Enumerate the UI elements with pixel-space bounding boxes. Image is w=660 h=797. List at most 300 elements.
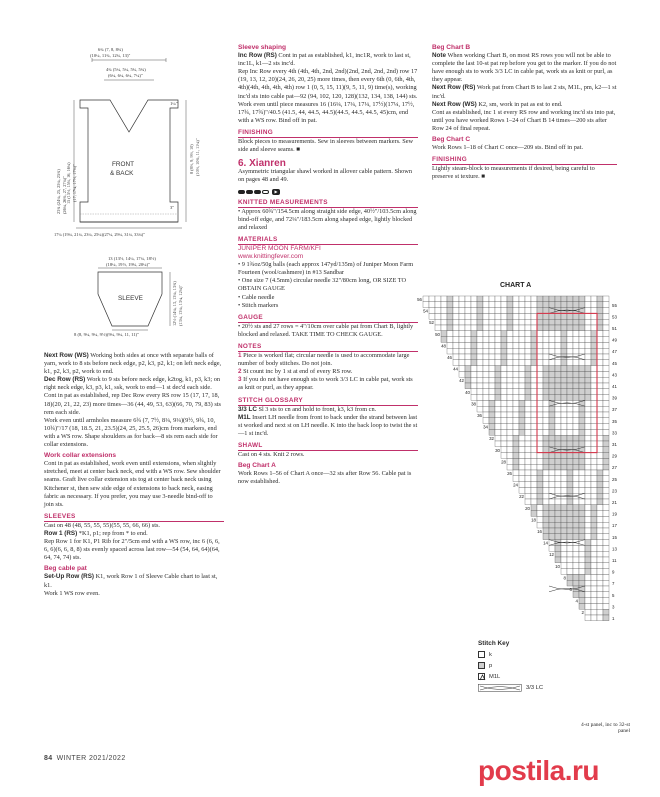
chart-cell: [597, 319, 603, 325]
chart-cell: [513, 342, 519, 348]
chart-cell: [501, 389, 507, 395]
chart-cell: [555, 389, 561, 395]
chart-cell: [573, 458, 579, 464]
chart-cell: [597, 534, 603, 540]
row-label-right: 41: [612, 384, 617, 389]
row-label-right: 43: [612, 372, 617, 378]
chart-cell: [597, 505, 603, 511]
chart-cell: [561, 505, 567, 511]
chart-cell: [567, 342, 573, 348]
chart-cell: [579, 406, 585, 412]
shaping-paragraph-0: Inc Row (RS) Cont in pat as established, k1, inc1R, work to last st, inc1L, k1—2 sts inc'd.: [238, 52, 411, 68]
chart-cell: [501, 418, 507, 424]
chart-cell: [543, 505, 549, 511]
chart-cell: [501, 435, 507, 441]
chart-cell: [573, 470, 579, 476]
chart-b-paragraph-1: Next Row (RS) Work pat from Chart B to last 2 sts, M1L, pm, k2—1 st inc'd.: [432, 84, 617, 100]
chart-cell: [525, 464, 531, 470]
chart-cell: [465, 383, 471, 389]
chart-cell: [531, 447, 537, 453]
chart-cell: [423, 296, 429, 302]
chart-cell: [555, 412, 561, 418]
chart-cell: [585, 574, 591, 580]
row-label-left: 2: [581, 610, 584, 616]
chart-cell: [603, 551, 609, 557]
chart-cell: [507, 377, 513, 383]
chart-cell: [591, 424, 597, 430]
chart-cell: [519, 476, 525, 482]
chart-cell: [501, 308, 507, 314]
chart-cell: [519, 418, 525, 424]
row-label-left: 26: [507, 471, 512, 476]
chart-cell: [471, 371, 477, 377]
yarn-url[interactable]: www.knittingfever.com: [238, 253, 304, 261]
chart-cell: [543, 511, 549, 517]
chart-cell: [471, 360, 477, 366]
chart-cell: [489, 424, 495, 430]
chart-cell: [519, 441, 525, 447]
chart-cell: [597, 325, 603, 331]
chart-cell: [579, 574, 585, 580]
chart-cell: [537, 377, 543, 383]
chart-cell: [537, 447, 543, 453]
material-item: • One size 7 (4.5mm) circular needle 32"/80cm long, OR SIZE TO OBTAIN GAUGE: [238, 277, 407, 293]
chart-cell: [603, 569, 609, 575]
chart-cell: [543, 395, 549, 401]
chart-cell: [555, 499, 561, 505]
chart-cell: [567, 499, 573, 505]
chart-cell: [585, 441, 591, 447]
chart-cell: [585, 400, 591, 406]
chart-cell: [483, 366, 489, 372]
chart-cell: [477, 389, 483, 395]
chart-cell: [483, 302, 489, 308]
chart-cell: [579, 366, 585, 372]
chart-cell: [441, 296, 447, 302]
chart-cell: [597, 557, 603, 563]
chart-cell: [531, 412, 537, 418]
chart-cell: [543, 470, 549, 476]
chart-cell: [543, 400, 549, 406]
chart-cell: [501, 313, 507, 319]
chart-cell: [561, 319, 567, 325]
chart-cell: [573, 435, 579, 441]
chart-cell: [603, 464, 609, 470]
chart-cell: [597, 574, 603, 580]
chart-cell: [471, 313, 477, 319]
chart-cell: [531, 505, 537, 511]
chart-cell: [531, 331, 537, 337]
chart-cell: [543, 389, 549, 395]
chart-cell: [597, 586, 603, 592]
chart-cell: [579, 395, 585, 401]
chart-cell: [459, 319, 465, 325]
chart-cell: [603, 360, 609, 366]
chart-cell: [555, 505, 561, 511]
chart-cell: [513, 412, 519, 418]
chart-cell: [603, 505, 609, 511]
chart-cell: [435, 296, 441, 302]
chart-a: [405, 288, 620, 638]
chart-cell: [525, 331, 531, 337]
chart-cell: [531, 487, 537, 493]
chart-cell: [471, 366, 477, 372]
chart-cell: [561, 551, 567, 557]
glossary-item: M1L Insert LH needle from front to back under the strand between last st worked and next st on LH needle. K into the back loop to twist the st—1 st inc'd.: [238, 413, 418, 437]
chart-cell: [519, 325, 525, 331]
chart-cell: [579, 458, 585, 464]
chart-cell: [531, 319, 537, 325]
chart-cell: [579, 325, 585, 331]
chart-cell: [513, 319, 519, 325]
chart-cell: [585, 551, 591, 557]
chart-cell: [537, 505, 543, 511]
chart-cell: [585, 313, 591, 319]
chart-cell: [591, 615, 597, 621]
chart-cell: [585, 458, 591, 464]
chart-cell: [597, 476, 603, 482]
chart-cell: [519, 412, 525, 418]
chart-cell: [489, 412, 495, 418]
row-label-left: 24: [513, 482, 518, 488]
chart-cell: [531, 296, 537, 302]
chart-cell: [579, 528, 585, 534]
col1-paragraph-1: Dec Row (RS) Work to 9 sts before neck edge, k2tog, k1, p3, k3; on right neck edge, k3, p3, k1, ssk, work to end—1 st dec'd each side.: [44, 376, 221, 392]
chart-cell: [477, 302, 483, 308]
sleeves-paragraph-1: Row 1 (RS) *K1, p1; rep from * to end.: [44, 529, 148, 537]
finishing-heading: FINISHING: [238, 129, 418, 138]
chart-b-paragraph-3: Cont as established, inc 1 st every RS row and working inc'd sts into pat, until you have worked Rows 1–24 of Chart B 14 times—200 sts after Row 24 of final repeat.: [432, 108, 616, 132]
chart-cell: [603, 412, 609, 418]
chart-cell: [591, 505, 597, 511]
key-row: [478, 671, 543, 682]
chart-cell: [501, 424, 507, 430]
chart-cell: [453, 337, 459, 343]
chart-cell: [495, 383, 501, 389]
chart-cell: [471, 354, 477, 360]
chart-cell: [585, 360, 591, 366]
chart-cell: [501, 354, 507, 360]
chart-cell: [495, 424, 501, 430]
chart-cell: [513, 389, 519, 395]
chart-cell: [579, 569, 585, 575]
chart-cell: [495, 360, 501, 366]
chart-cell: [555, 453, 561, 459]
chart-cell: [597, 511, 603, 517]
chart-cell: [579, 476, 585, 482]
chart-cell: [561, 545, 567, 551]
chart-cell: [585, 487, 591, 493]
chart-cell: [579, 360, 585, 366]
chart-cell: [555, 516, 561, 522]
chart-cell: [471, 337, 477, 343]
chart-cell: [603, 354, 609, 360]
chart-cell: [567, 487, 573, 493]
chart-cell: [531, 360, 537, 366]
chart-cell: [477, 406, 483, 412]
chart-cell: [495, 348, 501, 354]
chart-cell: [549, 412, 555, 418]
finishing2-heading: FINISHING: [432, 156, 617, 165]
beg-cable-paragraph-1: Work 1 WS row even.: [44, 589, 100, 597]
chart-cell: [573, 516, 579, 522]
chart-cell: [603, 331, 609, 337]
chart-cell: [465, 371, 471, 377]
chart-cell: [555, 551, 561, 557]
chart-cell: [525, 308, 531, 314]
chart-cell: [501, 348, 507, 354]
chart-cell: [591, 400, 597, 406]
chart-cell: [495, 354, 501, 360]
side-label-2: (26¼, 26¾, 27, 27¼)": [62, 176, 67, 214]
chart-cell: [423, 302, 429, 308]
chart-cell: [597, 551, 603, 557]
chart-cell: [585, 528, 591, 534]
chart-cell: [573, 522, 579, 528]
chart-cell: [591, 348, 597, 354]
chart-cell: [549, 482, 555, 488]
chart-cell: [597, 400, 603, 406]
chart-cell: [525, 435, 531, 441]
chart-cell: [507, 412, 513, 418]
chart-cell: [489, 400, 495, 406]
chart-cell: [567, 337, 573, 343]
chart-cell: [597, 308, 603, 314]
shawl-text: Cast on 4 sts. Knit 2 rows.: [238, 451, 305, 459]
chart-cell: [465, 360, 471, 366]
neck-mid-label: 4¾ (5¼, 5¼, 5¾, 5¾): [106, 67, 146, 72]
chart-cell: [483, 371, 489, 377]
chart-cell: [585, 505, 591, 511]
chart-cell: [483, 412, 489, 418]
chart-cell: [495, 400, 501, 406]
chart-cell: [471, 348, 477, 354]
chart-cell: [579, 337, 585, 343]
row-label-left: 48: [441, 343, 446, 349]
chart-cell: [543, 516, 549, 522]
chart-cell: [543, 366, 549, 372]
chart-cell: [549, 325, 555, 331]
chart-cell: [579, 319, 585, 325]
chart-cell: [555, 429, 561, 435]
chart-cell: [483, 342, 489, 348]
chart-cell: [519, 319, 525, 325]
chart-cell: [537, 319, 543, 325]
chart-cell: [507, 337, 513, 343]
chart-cell: [603, 580, 609, 586]
chart-cell: [585, 354, 591, 360]
chart-cell: [483, 348, 489, 354]
row-label-left: 22: [519, 494, 524, 500]
chart-cell: [603, 574, 609, 580]
chart-cell: [579, 342, 585, 348]
chart-cell: [531, 325, 537, 331]
chart-cell: [525, 441, 531, 447]
chart-cell: [537, 487, 543, 493]
chart-cell: [597, 337, 603, 343]
chart-cell: [531, 348, 537, 354]
chart-cell: [513, 435, 519, 441]
chart-cell: [531, 464, 537, 470]
chart-cell: [483, 377, 489, 383]
note-item: 3 If you do not have enough sts to work 3/3 LC in cable pat, work sts as knit or purl, as they appear.: [238, 376, 413, 392]
chart-cell: [585, 534, 591, 540]
chart-cell: [453, 308, 459, 314]
chart-cell: [555, 441, 561, 447]
purl-swatch-icon: [478, 662, 485, 669]
chart-cell: [555, 435, 561, 441]
chart-cell: [459, 313, 465, 319]
chart-cell: [543, 534, 549, 540]
chart-cell: [525, 354, 531, 360]
row-label-left: 6: [569, 587, 572, 592]
chart-cell: [561, 371, 567, 377]
row-label-left: 56: [417, 297, 422, 302]
chart-cell: [573, 551, 579, 557]
chart-cell: [561, 377, 567, 383]
chart-cell: [567, 563, 573, 569]
chart-cell: [489, 377, 495, 383]
chart-cell: [579, 487, 585, 493]
chart-cell: [597, 406, 603, 412]
chart-cell: [573, 348, 579, 354]
chart-cell: [477, 354, 483, 360]
video-icon: ▶: [272, 189, 280, 195]
chart-cell: [585, 337, 591, 343]
chart-cell: [477, 400, 483, 406]
chart-cell: [525, 487, 531, 493]
beg-cable-paragraph-0: Set-Up Row (RS) K1, work Row 1 of Sleeve Cable chart to last st, k1.: [44, 573, 218, 589]
chart-cell: [519, 470, 525, 476]
chart-cell: [591, 395, 597, 401]
chart-cell: [519, 482, 525, 488]
chart-cell: [507, 319, 513, 325]
row-label-right: 55: [612, 302, 617, 308]
chart-cell: [507, 464, 513, 470]
chart-cell: [495, 435, 501, 441]
chart-cell: [489, 313, 495, 319]
chart-cell: [561, 366, 567, 372]
chart-cell: [471, 296, 477, 302]
chart-cell: [537, 302, 543, 308]
row-label-right: 47: [612, 349, 617, 355]
chart-cell: [465, 354, 471, 360]
row-label-left: 36: [477, 413, 482, 418]
row-label-right: 5: [612, 592, 615, 598]
chart-cell: [597, 563, 603, 569]
chart-cell: [447, 348, 453, 354]
chart-cell: [483, 360, 489, 366]
chart-cell: [597, 580, 603, 586]
chart-cell: [501, 453, 507, 459]
chart-cell: [501, 395, 507, 401]
row-label-right: 39: [612, 395, 617, 401]
chart-cell: [573, 574, 579, 580]
chart-cell: [555, 487, 561, 493]
chart-cell: [579, 580, 585, 586]
chart-cell: [573, 418, 579, 424]
chart-cell: [537, 482, 543, 488]
sleeve-bottom-label: 8 (8, 9¼, 9¼, 9½)(9¼, 9¼, 11, 11)": [74, 332, 140, 337]
chart-cell: [579, 371, 585, 377]
chart-cell: [507, 371, 513, 377]
chart-cell: [531, 499, 537, 505]
chart-cell: [507, 389, 513, 395]
chart-cell: [573, 482, 579, 488]
chart-cell: [579, 522, 585, 528]
chart-cell: [585, 296, 591, 302]
row-label-right: 27: [612, 465, 617, 471]
chart-cell: [573, 464, 579, 470]
chart-cell: [513, 360, 519, 366]
chart-cell: [465, 348, 471, 354]
chart-cell: [561, 534, 567, 540]
sleeve-label: SLEEVE: [118, 295, 143, 302]
chart-cell: [579, 516, 585, 522]
chart-cell: [597, 348, 603, 354]
chart-cell: [585, 540, 591, 546]
chart-cell: [549, 348, 555, 354]
chart-cell: [519, 383, 525, 389]
chart-cell: [501, 406, 507, 412]
chart-cell: [567, 331, 573, 337]
chart-cell: [585, 464, 591, 470]
chart-cell: [591, 545, 597, 551]
front-label: FRONT: [112, 161, 135, 168]
chart-cell: [531, 313, 537, 319]
chart-cell: [555, 557, 561, 563]
chart-cell: [567, 313, 573, 319]
chart-cell: [465, 296, 471, 302]
chart-cell: [543, 302, 549, 308]
chart-cell: [519, 348, 525, 354]
back-label: & BACK: [110, 170, 134, 177]
chart-cell: [441, 331, 447, 337]
chart-cell: [519, 435, 525, 441]
chart-cell: [507, 354, 513, 360]
chart-cell: [603, 319, 609, 325]
chart-cell: [561, 476, 567, 482]
chart-cell: [477, 308, 483, 314]
sleeve-side-label: 12½ (14¼, 13, 13¼, 13¾): [172, 281, 177, 326]
chart-cell: [537, 331, 543, 337]
chart-cell: [555, 348, 561, 354]
chart-cell: [585, 395, 591, 401]
chart-cell: [597, 522, 603, 528]
chart-cell: [603, 400, 609, 406]
chart-cell: [579, 302, 585, 308]
chart-cell: [555, 302, 561, 308]
chart-cell: [489, 319, 495, 325]
chart-cell: [513, 308, 519, 314]
chart-cell: [561, 325, 567, 331]
chart-cell: [453, 348, 459, 354]
chart-cell: [597, 598, 603, 604]
chart-cell: [513, 406, 519, 412]
chart-cell: [573, 360, 579, 366]
chart-cell: [597, 354, 603, 360]
chart-cell: [549, 499, 555, 505]
chart-cell: [591, 360, 597, 366]
chart-cell: [507, 360, 513, 366]
chart-cell: [519, 354, 525, 360]
chart-cell: [489, 308, 495, 314]
chart-cell: [603, 383, 609, 389]
chart-cell: [579, 592, 585, 598]
chart-cell: [591, 342, 597, 348]
chart-cell: [429, 313, 435, 319]
chart-cell: [453, 325, 459, 331]
